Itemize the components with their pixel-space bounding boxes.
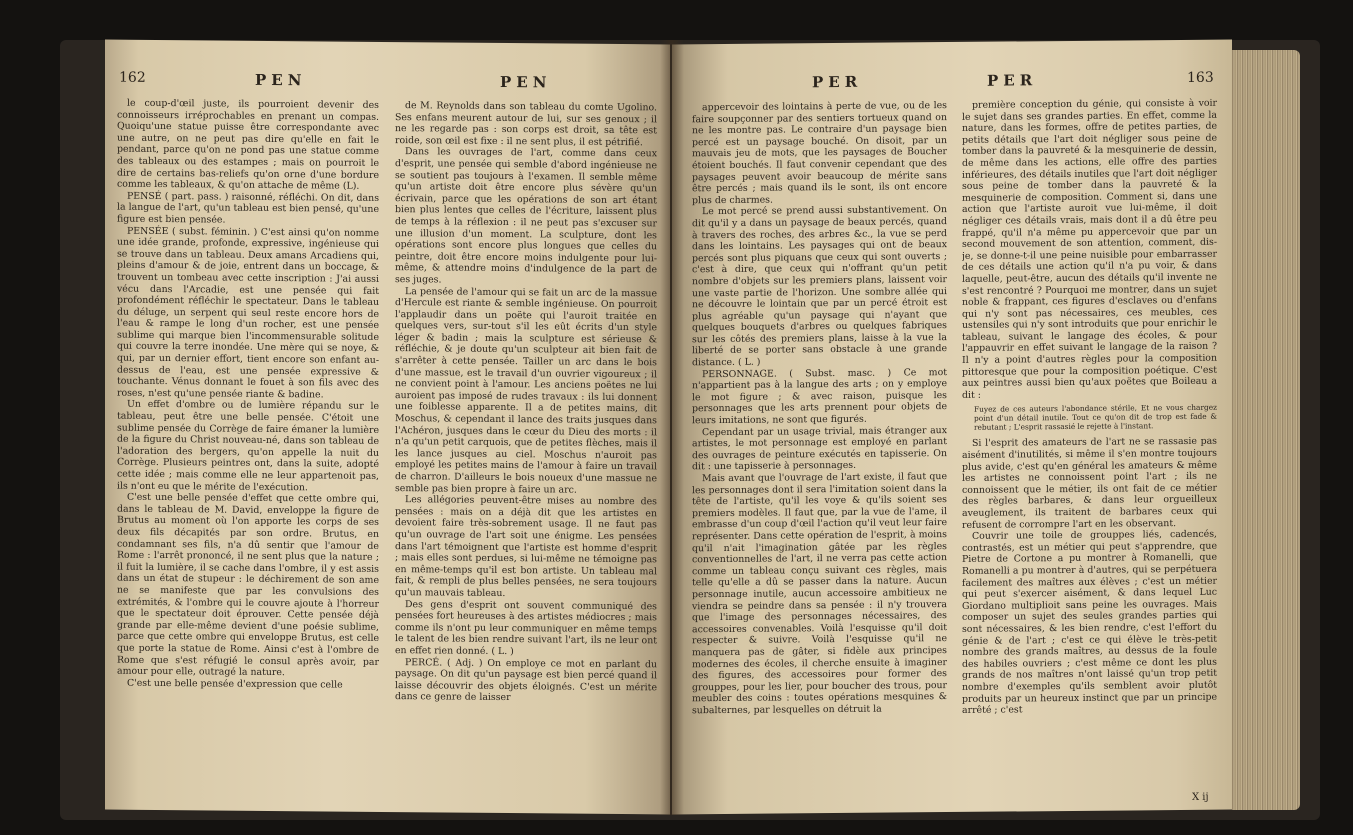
paragraph: première conception du génie, qui consiste à voir le sujet dans ses grandes parties. En effet, comme la nature, dans les formes, offre de petites parties, de petits détails que l'art doit négliger sous peine de tomber dans la pauvreté & la mesquinerie de dessin, de même dans les actions, elle offre des parties inférieures, des détails inutiles que l'art doit négliger sous peine de tomber dans la pauvreté & la mesquinerie de composition. Comment si, dans une action que l'artiste auroit vue lui-même, il doit négliger ces détails vrais, mais dont il a dû être peu frappé, qu'il n'a même pu appercevoir que par un second mouvement de son attention, comment, dis-je, se donne-t-il une peine nuisible pour embarrasser de ces détails une action qu'il n'a pu voir, & dans laquelle, peut-être, aucun des détails qu'il invente ne s'est rencontré ? Pourquoi me montrer, dans un sujet noble & frappant, ces figures d'esclaves ou d'enfans qui n'y sont pas nécessaires, ces meubles, ces ustensiles qui n'y sont introduits que pour enrichir le tableau, suivant le langage des écoles, & pour l'appauvrir en effet suivant le langage de la raison ? Il n'y a point d'autres règles pour la composition pittoresque que pour la composition poétique. C'est aux peintres aussi bien qu'aux poëtes que Boileau a dit : bbox=[962, 97, 1217, 401]
paragraph: Les allégories peuvent-être mises au nombre des pensées : mais on a déjà dit que les artistes en devoient faire très-sobrement usage. Il ne faut pas qu'un ouvrage de l'art soit une énigme. Les pensées dans l'art témoignent que l'artiste est homme d'esprit ; mais elles sont perdues, si lui-même ne témoigne pas en même-temps qu'il est bon artiste. Un tableau mal fait, & rempli de plus belles pensées, ne sera toujours qu'un mauvais tableau. bbox=[395, 494, 657, 599]
left-page-header bbox=[105, 70, 670, 95]
left-column-2 bbox=[395, 100, 657, 792]
paragraph: appercevoir des lointains à perte de vue, ou de les faire soupçonner par des sentiers tortueux quand on ne les montre pas. Le contraire d'un paysage bien percé est un paysage bouché. On disoit, par un mauvais jeu de mots, que les paysages de Boucher étoient bouchés. Il faut convenir cependant que des paysages peuvent avoir beaucoup de mérite sans être percés ; mais quand ils le sont, ils ont encore plus de charmes. bbox=[692, 100, 947, 207]
paragraph: Un effet d'ombre ou de lumière répandu sur le tableau, peut être une belle pensée. C'étoit une sublime pensée du Corrège de faire émaner la lumière de la figure du Christ nouveau-né, dans son tableau de l'adoration des bergers, qu'on appelle la nuit du Corrège. Plusieurs peintres ont, dans la suite, adopté cette idée ; mais comme elle ne leur appartenoit pas, ils n'ont eu que le mérite de l'exécution. bbox=[117, 399, 379, 493]
right-page-number: 163 bbox=[1187, 69, 1214, 86]
paragraph: PENSÉ ( part. pass. ) raisonné, réfléchi. On dit, dans la langue de l'art, qu'un tableau est bien pensé, qu'une figure est bien pensée. bbox=[117, 190, 379, 226]
paragraph: Le mot percé se prend aussi substantivement. On dit qu'il y a dans un paysage de beaux percés, quand à travers des roches, des arbres &c., la vue se perd dans les lointains. Les paysages qui ont de beaux percés sont plus piquans que ceux qui sont ouverts ; c'est à dire, que ceux qui n'offrant qu'un petit nombre d'objets sur les premiers plans, laissent voir une vaste partie de l'horizon. Une sombre allée qui ne découvre le lointain que par un percé étroit est plus agréable qu'un paysage qui n'ayant que quelques bouquets d'arbres ou quelques fabriques sur les côtés des premiers plans, laisse à la vue la liberté de se porter sans obstacle à une grande distance. ( L. ) bbox=[692, 204, 947, 369]
right-running-head-2: PER bbox=[987, 71, 1038, 90]
paragraph: Dans les ouvrages de l'art, comme dans ceux d'esprit, une pensée qui semble d'abord ingénieuse ne se soutient pas toujours à l'examen. Il semble même qu'un artiste doit être encore plus sévère qu'un écrivain, parce que les opérations de son art étant bien plus lentes que celles de l'écriture, laissent plus de temps à la réflexion : il ne peut pas s'excuser sur une illusion d'un moment. La sculpture, dont les opérations sont encore plus longues que celles du peintre, doit être encore moins indulgente pour lui-même, & attendre moins d'indulgence de la part de ses juges. bbox=[395, 146, 657, 286]
left-running-head-2: PEN bbox=[500, 72, 552, 92]
paragraph: le coup-d'œil juste, ils pourroient devenir des connoisseurs irréprochables en prenant un compas. Quoiqu'une statue puisse être correspondante avec une autre, on ne peut pas dire qu'elle en fait le pendant, parce qu'on ne pond pas une statue comme des tableaux ou des estampes ; mais on pourroit le dire de certains bas-reliefs qu'on orne d'une bordure comme les tableaux, & qu'on attache de même (L). bbox=[117, 97, 379, 192]
right-column-2 bbox=[962, 98, 1217, 790]
right-column-1 bbox=[692, 100, 947, 792]
right-running-head-1: PER bbox=[812, 72, 863, 92]
left-page bbox=[105, 40, 670, 815]
signature-mark: X ij bbox=[1192, 791, 1209, 803]
paragraph: Mais avant que l'ouvrage de l'art existe, il faut que les personnages dont il sera l'imitation soient dans la tête de l'artiste, qu'il les voye & qu'ils soient ses premiers modèles. Il faut que, par la vue de l'ame, il embrasse d'un coup d'œil l'action qu'il veut leur faire représenter. Dans cette opération de l'esprit, à moins qu'il n'ait l'imagination gâtée par les règles conventionnelles de l'art, il ne verra pas cette action comme un tableau conçu suivant ces règles, mais telle qu'elle a dû se passer dans la nature. Aucun personnage inutile, aucun accessoire ambitieux ne viendra se peindre dans sa pensée : il n'y trouvera que l'image des personnages nécessaires, des accessoires convenables. Voilà l'esquisse qu'il doit respecter & suivre. Voilà l'esquisse qu'il ne manquera pas de gâter, si fidèle aux principes modernes des écoles, il cherche ensuite à imaginer des figures, des accessoires pour former des grouppes, pour les lier, pour boucher des trous, pour meubler des coins : toutes opérations mesquines & subalternes, par lesquelles on détruit la bbox=[692, 471, 947, 717]
paragraph: La pensée de l'amour qui se fait un arc de la massue d'Hercule est riante & semble ingénieuse. On pourroit l'applaudir dans un poëte qui l'auroit traitée en quelques vers, sur-tout s'il les eût écrits d'un style léger & badin ; mais la sculpture est sérieuse & réfléchie, & je doute qu'un sculpteur ait bien fait de s'arrêter à cette pensée. Tailler un arc dans le bois d'une massue, est le travail d'un ouvrier vigoureux ; il ne convient point à l'amour. Les anciens poëtes ne lui auroient pas imposé de rudes travaux : ils lui donnent une foiblesse apparente. Il a de petites mains, dit Moschus, & cependant il lance des traits jusques dans l'Achéron, jusques dans le cœur du Dieu des morts : il n'a qu'un petit carquois, que de petites flèches, mais il les lance jusques au ciel. Moschus n'auroit pas employé les petites mains de l'amour à faire un travail de charron. D'ailleurs le bois noueux d'une massue ne semble pas bien propre à faire un arc. bbox=[395, 285, 657, 496]
paragraph: PENSÉE ( subst. féminin. ) C'est ainsi qu'on nomme une idée grande, profonde, expressive, ingénieuse qui se trouve dans un tableau. Deux amans Arcadiens qui, pleins d'amour & de joie, entrent dans un boccage, & trouvent un tombeau avec cette inscription : J'ai aussi vécu dans l'Arcadie, est une pensée qui fait profondément réfléchir le spectateur. Dans le tableau du déluge, un serpent qui seul reste encore hors de l'eau & rampe le long d'un rocher, est une pensée sublime qui marque bien l'incommensurable solitude qui couvre la terre inondée. Une mère qui se noye, & qui, par un dernier effort, tient encore son enfant au-dessus de l'eau, est une pensée expressive & touchante. Vénus donnant le fouet à son fils avec des roses, n'est qu'une pensée riante & badine. bbox=[117, 225, 379, 401]
right-page bbox=[672, 40, 1232, 815]
paragraph: Couvrir une toile de grouppes liés, cadencés, contrastés, est un métier qui peut s'apprendre, que Pietre de Cortone a pu montrer à Romanelli, que Romanelli a pu montrer à d'autres, qui se perpétuera facilement des maîtres aux élèves ; c'est un métier qui peut s'exercer aisément, & dans lequel Luc Giordano multiplioit sans peine les ouvrages. Mais composer un sujet des seules grandes parties qui sont nécessaires, & les bien rendre, c'est l'effort du génie & de l'art ; c'est ce qui élève le très-petit nombre des grands maîtres, au dessus de la foule des habiles ouvriers ; c'est même ce dont les plus grands de nos maîtres n'ont laissé qu'un trop petit nombre d'exemples qu'ils semblent avoir plutôt produits par un heureux instinct que par un principe arrêté ; c'est bbox=[962, 528, 1217, 717]
left-page-number: 162 bbox=[119, 69, 146, 86]
book-gutter bbox=[660, 40, 684, 815]
paragraph: Cependant par un usage trivial, mais étranger aux artistes, le mot personnage est employé en parlant des ouvrages de peinture exécutés en tapisserie. On dit : une tapisserie à personnages. bbox=[692, 424, 947, 473]
right-page-header bbox=[672, 70, 1232, 95]
paragraph: PERCÉ. ( Adj. ) On employe ce mot en parlant du paysage. On dit qu'un paysage est bien percé quand il laisse découvrir des objets éloignés. C'est un mérite dans ce genre de laisser bbox=[395, 656, 657, 704]
paragraph: C'est une belle pensée d'expression que celle bbox=[127, 677, 343, 691]
paragraph: Des gens d'esprit ont souvent communiqué des pensées fort heureuses à des artistes médiocres ; mais comme ils n'ont pu leur communiquer en même temps le talent de les bien rendre suivant l'art, ils ne leur ont en effet rien donné. ( L. ) bbox=[395, 598, 657, 658]
paragraph: de M. Reynolds dans son tableau du comte Ugolino. Ses enfans meurent autour de lui, sur ses genoux ; il ne les regarde pas : son corps est droit, sa tête est roide, son œil est fixe : il ne sent plus, il est pétrifié. bbox=[395, 100, 657, 149]
paragraph: Si l'esprit des amateurs de l'art ne se rassasie pas aisément d'inutilités, si même il s'en montre toujours plus avide, c'est qu'en général les amateurs & même les artistes ne connoissent point l'art ; ils ne connoissent que le métier, ils ont fait de ce métier des règles barbares, & dans leur orgueilleux aveuglement, ils traitent de barbares ceux qui refusent de corrompre l'art en les observant. bbox=[962, 436, 1217, 531]
paragraph: C'est une belle pensée d'effet que cette ombre qui, dans le tableau de M. David, enveloppe la figure de Brutus au moment où l'on apporte les corps de ses deux fils décapités par son ordre. Brutus, en condamnant ses fils, n'a dû sentir que l'amour de Rome : l'arrêt prononcé, il ne sent plus que la nature ; il fuit la lumière, il se cache dans l'ombre, il y est assis dans un état de stupeur : le déchirement de son ame ne se manifeste que par les convulsions des extrémités, & l'ombre qui le couvre ajoute à l'horreur que le spectateur doit éprouver. Cette pensée déjà grande par elle-même devient d'une poésie sublime, parce que cette ombre qui enveloppe Brutus, est celle que porte la statue de Rome. Ainsi c'est à l'ombre de Rome que s'est réfugié le consul après avoir, par amour pour elle, outragé la nature. bbox=[117, 491, 379, 679]
page-edges bbox=[1232, 50, 1300, 810]
verse-quote: Fuyez de ces auteurs l'abondance stérile, Et ne vous chargez point d'un détail inutile. Tout ce qu'on dit de trop est fade & rebutant ; L'esprit rassasié le rejette à l'instant. bbox=[974, 403, 1217, 433]
paragraph: PERSONNAGE. ( Subst. masc. ) Ce mot n'appartient pas à la langue des arts ; on y employe le mot figure ; & avec raison, puisque les personnages que les arts prennent pour objets de leurs imitations, ne sont que figurés. bbox=[692, 366, 947, 427]
left-running-head-1: PEN bbox=[255, 70, 307, 90]
left-column-1 bbox=[117, 98, 379, 790]
